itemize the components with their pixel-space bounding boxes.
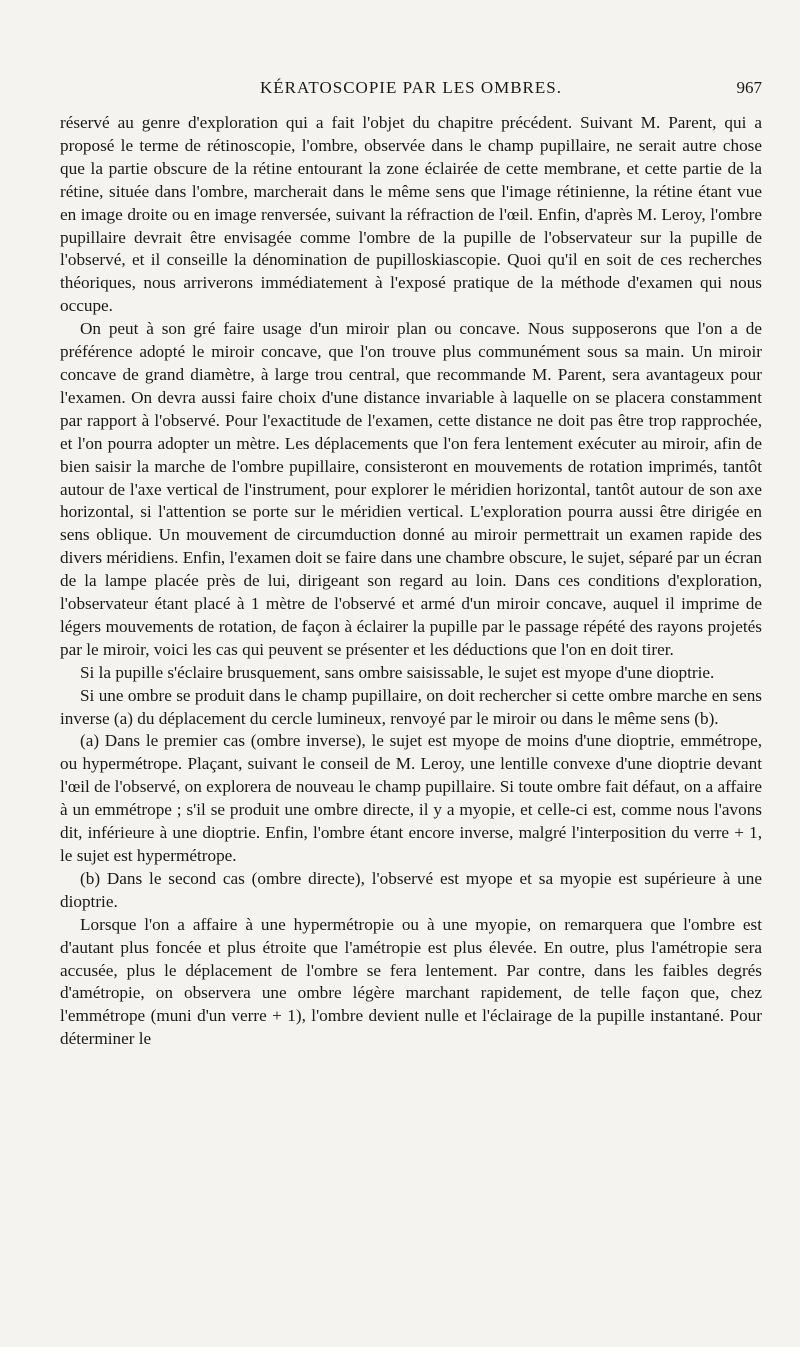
running-head: KÉRATOSCOPIE PAR LES OMBRES. — [260, 78, 562, 97]
paragraph: Si la pupille s'éclaire brusquement, sans ombre saisissable, le sujet est myope d'une dioptrie. — [80, 662, 715, 682]
body-text — [60, 112, 762, 1051]
paragraph: réservé au genre d'exploration qui a fait l'objet du chapitre précédent. Suivant M. Parent, qui a proposé le terme de rétinoscopie, l'ombre, observée dans le champ pupillaire, ne serait autre chose que la partie obscure de la rétine entourant la zone éclairée de cette membrane, et cette partie de la rétine, située dans l'ombre, marcherait dans le même sens que l'image rétinienne, la rétine étant vue en image droite ou en image renversée, suivant la réfraction de l'œil. Enfin, d'après M. Leroy, l'ombre pupillaire devrait être envisagée comme l'ombre de la pupille de l'observateur sur la pupille de l'observé, et il conseille la dénomination de pupilloskiascopie. Quoi qu'il en soit de ces recherches théoriques, nous arriverons immédiatement à l'exposé pratique de la méthode d'examen qui nous occupe. — [60, 113, 762, 316]
paragraph: Si une ombre se produit dans le champ pupillaire, on doit rechercher si cette ombre marche en sens inverse (a) du déplacement du cercle lumineux, renvoyé par le miroir ou dans le même sens (b). — [60, 685, 762, 728]
paragraph: (a) Dans le premier cas (ombre inverse), le sujet est myope de moins d'une dioptrie, emmétrope, ou hypermétrope. Plaçant, suivant le conseil de M. Leroy, une lentille convexe d'une dioptrie devant l'œil de l'observé, on explorera de nouveau le champ pupillaire. Si toute ombre fait défaut, on a affaire à un emmétrope ; s'il se produit une ombre directe, il y a myopie, et celle-ci est, comme nous l'avons dit, inférieure à une dioptrie. Enfin, l'ombre étant encore inverse, malgré l'interposition du verre + 1, le sujet est hypermétrope. — [60, 731, 762, 865]
paragraph: (b) Dans le second cas (ombre directe), l'observé est myope et sa myopie est supérieure à une dioptrie. — [60, 868, 762, 911]
paragraph: Lorsque l'on a affaire à une hypermétropie ou à une myopie, on remarquera que l'ombre est d'autant plus foncée et plus étroite que l'amétropie est plus élevée. En outre, plus l'amétropie sera accusée, plus le déplacement de l'ombre se fera lentement. Par contre, dans les faibles degrés d'amétropie, on observera une ombre légère marchant rapidement, de telle façon que, chez l'emmétrope (muni d'un verre + 1), l'ombre devient nulle et l'éclairage de la pupille instantané. Pour déterminer le — [60, 914, 762, 1049]
page-header — [60, 78, 762, 108]
paragraph: On peut à son gré faire usage d'un miroir plan ou concave. Nous supposerons que l'on a de préférence adopté le miroir concave, que l'on trouve plus communément sous sa main. Un miroir concave de grand diamètre, à large trou central, que recommande M. Parent, sera avantageux pour l'examen. On devra aussi faire choix d'une distance invariable à laquelle on se placera constamment par rapport à l'observé. Pour l'exactitude de l'examen, cette distance ne doit pas être trop rapprochée, et l'on pourra adopter un mètre. Les déplacements que l'on fera lentement exécuter au miroir, afin de bien saisir la marche de l'ombre pupillaire, consisteront en mouvements de rotation imprimés, tantôt autour de l'axe vertical de l'instrument, pour explorer le méridien horizontal, tantôt autour de son axe horizontal, si l'attention se porte sur le méridien vertical. L'exploration pourra aussi être dirigée en sens oblique. Un mouvement de circumduction donné au miroir permettrait un examen rapide des divers méridiens. Enfin, l'examen doit se faire dans une chambre obscure, le sujet, séparé par un écran de la lampe placée près de lui, dirigeant son regard au loin. Dans ces conditions d'exploration, l'observateur étant placé à 1 mètre de l'observé et armé d'un miroir concave, auquel il imprime de légers mouvements de rotation, de façon à éclairer la pupille par le passage répété des rayons projetés par le miroir, voici les cas qui peuvent se présenter et les déductions que l'on en doit tirer. — [60, 319, 762, 659]
page-number: 967 — [736, 78, 762, 97]
